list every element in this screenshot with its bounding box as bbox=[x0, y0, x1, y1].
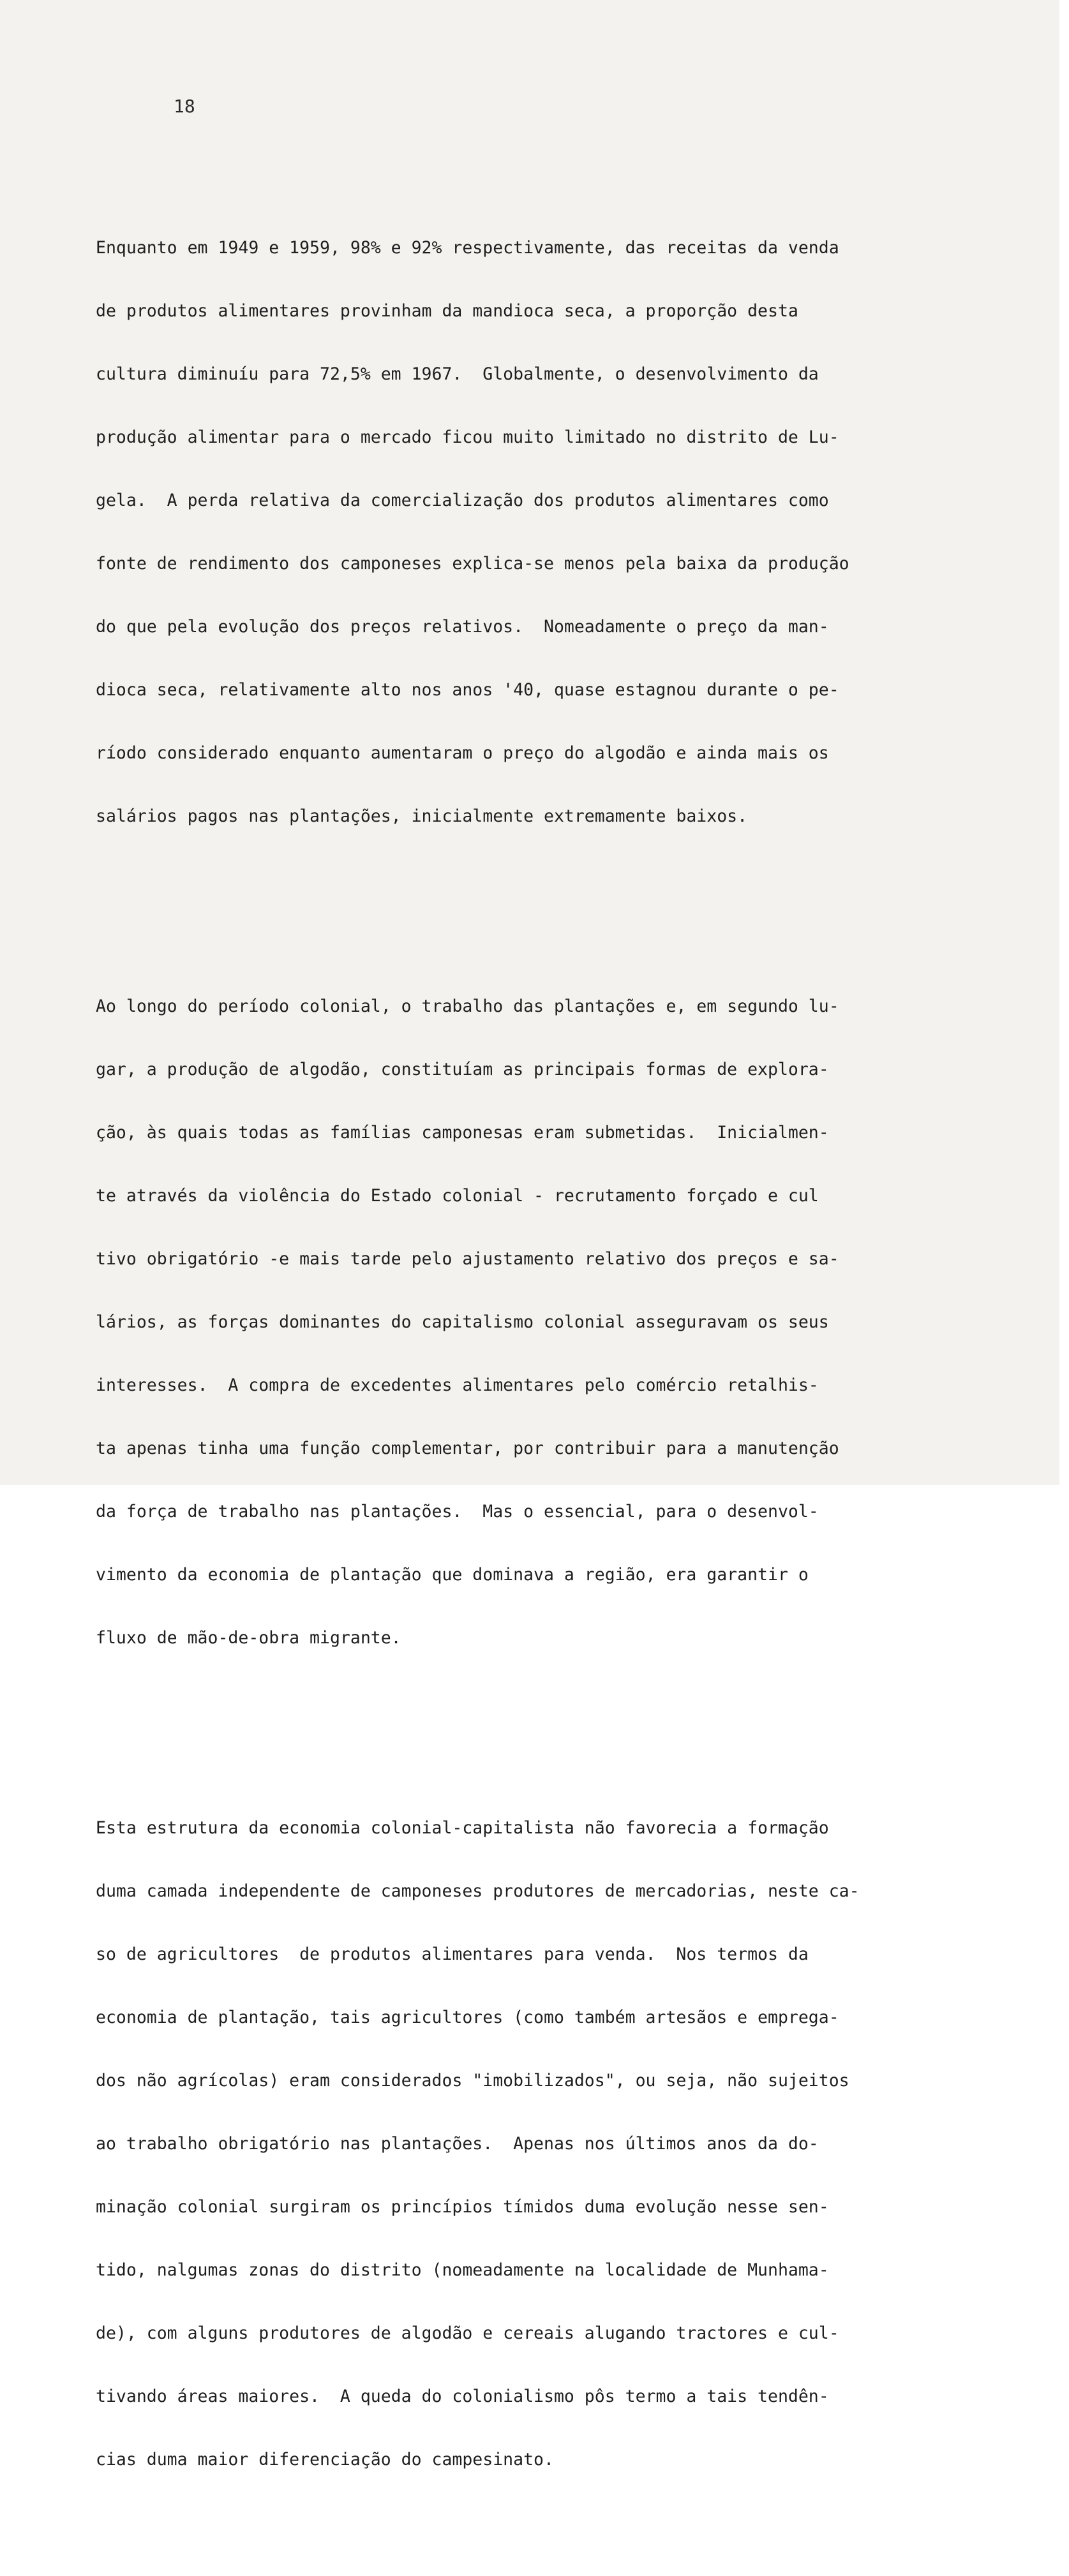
text-line: produção alimentar para o mercado ficou muito limitado no distrito de Lu- bbox=[96, 427, 839, 447]
text-line: so de agricultores de produtos alimentares para venda. Nos termos da bbox=[96, 1944, 809, 1964]
text-line: te através da violência do Estado colonial - recrutamento forçado e cul bbox=[96, 1186, 819, 1206]
text-line: do que pela evolução dos preços relativos. Nomeadamente o preço da man- bbox=[96, 617, 829, 637]
text-line: ríodo considerado enquanto aumentaram o preço do algodão e ainda mais os bbox=[96, 743, 829, 763]
body-text bbox=[96, 153, 941, 2576]
page-number: 18 bbox=[174, 96, 195, 117]
text-line: fonte de rendimento dos camponeses explica-se menos pela baixa da produção bbox=[96, 554, 849, 574]
text-line: Enquanto em 1949 e 1959, 98% e 92% respectivamente, das receitas da venda bbox=[96, 238, 839, 258]
text-line: ta apenas tinha uma função complementar, por contribuir para a manutenção bbox=[96, 1439, 839, 1458]
text-line: duma camada independente de camponeses produtores de mercadorias, neste ca- bbox=[96, 1881, 860, 1901]
text-line: cias duma maior diferenciação do campesinato. bbox=[96, 2450, 554, 2469]
text-line: Ao longo do período colonial, o trabalho das plantações e, em segundo lu- bbox=[96, 996, 839, 1016]
paragraph-1 bbox=[96, 195, 941, 869]
text-line: ção, às quais todas as famílias camponesas eram submetidas. Inicialmen- bbox=[96, 1123, 829, 1143]
text-line: tivando áreas maiores. A queda do colonialismo pôs termo a tais tendên- bbox=[96, 2387, 829, 2406]
text-line: lários, as forças dominantes do capitalismo colonial asseguravam os seus bbox=[96, 1312, 829, 1332]
paragraph-3 bbox=[96, 1775, 941, 2512]
text-line: de), com alguns produtores de algodão e cereais alugando tractores e cul- bbox=[96, 2323, 839, 2343]
text-line: de produtos alimentares provinham da mandioca seca, a proporção desta bbox=[96, 301, 798, 321]
text-line: dos não agrícolas) eram considerados "imobilizados", ou seja, não sujeitos bbox=[96, 2071, 849, 2091]
text-line: tido, nalgumas zonas do distrito (nomeadamente na localidade de Munhama- bbox=[96, 2260, 829, 2280]
text-line: economia de plantação, tais agricultores (como também artesãos e emprega- bbox=[96, 2008, 839, 2027]
text-line: vimento da economia de plantação que dominava a região, era garantir o bbox=[96, 1565, 809, 1585]
text-line: cultura diminuíu para 72,5% em 1967. Globalmente, o desenvolvimento da bbox=[96, 364, 819, 384]
text-line: minação colonial surgiram os princípios tímidos duma evolução nesse sen- bbox=[96, 2197, 829, 2217]
paragraph-2 bbox=[96, 954, 941, 1691]
text-line: gar, a produção de algodão, constituíam as principais formas de explora- bbox=[96, 1060, 829, 1079]
text-line: salários pagos nas plantações, inicialmente extremamente baixos. bbox=[96, 806, 748, 826]
text-line: da força de trabalho nas plantações. Mas o essencial, para o desenvol- bbox=[96, 1502, 819, 1521]
text-line: dioca seca, relativamente alto nos anos '40, quase estagnou durante o pe- bbox=[96, 680, 839, 700]
text-line: interesses. A compra de excedentes alimentares pelo comércio retalhis- bbox=[96, 1375, 819, 1395]
text-line: Esta estrutura da economia colonial-capitalista não favorecia a formação bbox=[96, 1818, 829, 1838]
text-line: fluxo de mão-de-obra migrante. bbox=[96, 1628, 401, 1648]
text-line: gela. A perda relativa da comercialização dos produtos alimentares como bbox=[96, 491, 829, 510]
text-line: ao trabalho obrigatório nas plantações. Apenas nos últimos anos da do- bbox=[96, 2134, 819, 2154]
text-line: tivo obrigatório -e mais tarde pelo ajustamento relativo dos preços e sa- bbox=[96, 1249, 839, 1269]
